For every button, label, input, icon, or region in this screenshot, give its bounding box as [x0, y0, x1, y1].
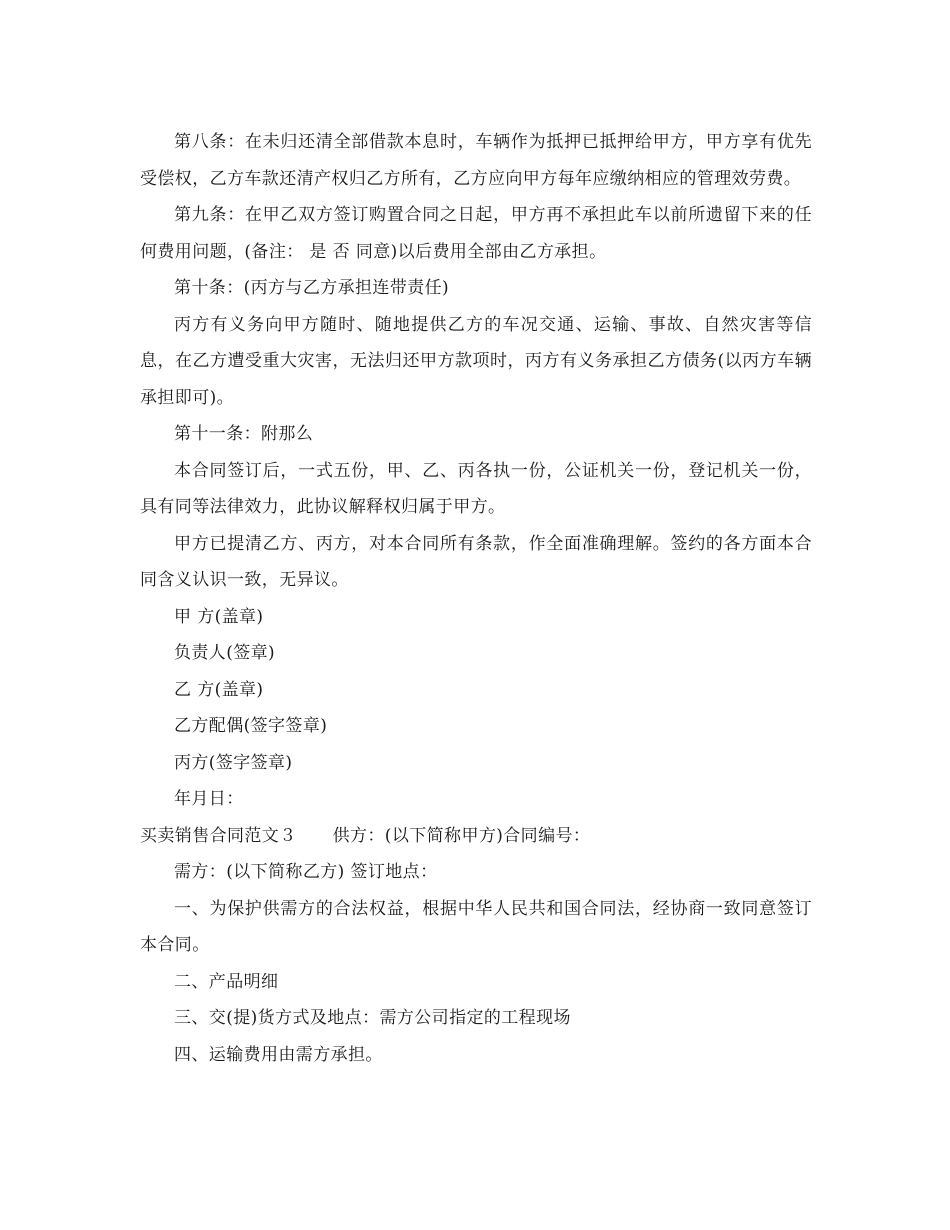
contract-title: 买卖销售合同范文３: [140, 825, 297, 846]
document-body: [140, 124, 812, 1073]
understanding-paragraph: 甲方已提清乙方、丙方，对本合同所有条款，作全面准确理解。签约的各方面本合同含义认识一致，无异议。: [140, 533, 812, 590]
section-1: 一、为保护供需方的合法权益，根据中华人民共和国合同法，经协商一致同意签订本合同。: [140, 898, 812, 955]
clause-10-body: 丙方有义务向甲方随时、随地提供乙方的车况交通、运输、事故、自然灾害等信息，在乙方遭受重大灾害，无法归还甲方款项时，丙方有义务承担乙方债务(以丙方车辆承担即可)。: [140, 314, 812, 408]
clause-10-heading: 第十条：(丙方与乙方承担连带责任): [174, 278, 450, 298]
party-b-seal: 乙 方(盖章): [174, 679, 264, 700]
party-b-spouse-sign: 乙方配偶(签字签章): [174, 716, 328, 736]
responsible-person-sign: 负责人(签章): [174, 643, 276, 663]
copies-paragraph: 本合同签订后，一式五份，甲、乙、丙各执一份，公证机关一份，登记机关一份，具有同等法律效力，此协议解释权归属于甲方。: [140, 460, 812, 517]
section-4: 四、运输费用由需方承担。: [174, 1044, 383, 1065]
date-line: 年月日：: [174, 789, 244, 809]
supplier-line: 供方：(以下简称甲方)合同编号：: [332, 825, 591, 846]
clause-11-heading: 第十一条：附那么: [174, 424, 314, 444]
party-c-sign: 丙方(签字签章): [174, 752, 293, 773]
buyer-line: 需方：(以下简称乙方) 签订地点：: [174, 862, 438, 882]
contract-title-line: [140, 818, 812, 855]
clause-8: 第八条：在未归还清全部借款本息时，车辆作为抵押已抵押给甲方，甲方享有优先受偿权，乙方车款还清产权归乙方所有，乙方应向甲方每年应缴纳相应的管理效劳费。: [140, 132, 812, 189]
clause-9: 第九条：在甲乙双方签订购置合同之日起，甲方再不承担此车以前所遗留下来的任何费用问题，(备注： 是 否 同意)以后费用全部由乙方承担。: [140, 205, 812, 262]
party-a-seal: 甲 方(盖章): [174, 606, 264, 627]
section-3: 三、交(提)货方式及地点：需方公司指定的工程现场: [174, 1008, 571, 1028]
section-2: 二、产品明细: [174, 971, 279, 992]
